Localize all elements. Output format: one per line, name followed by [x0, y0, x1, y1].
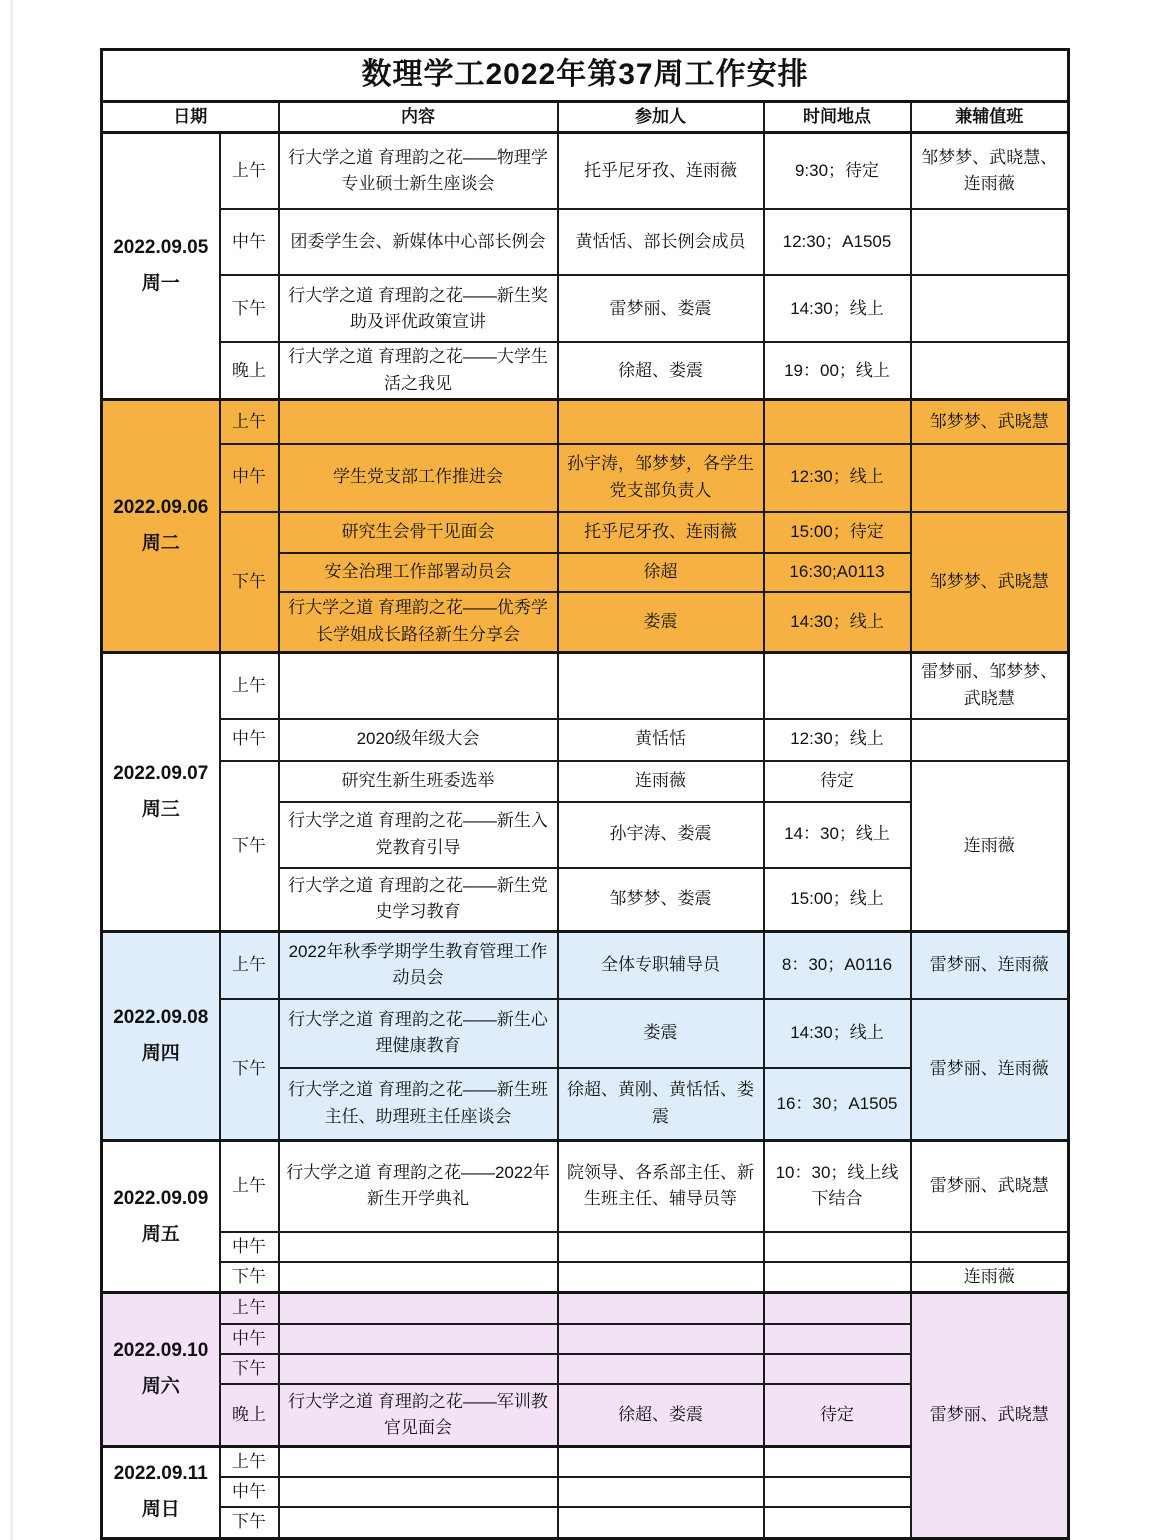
cell-content	[279, 1446, 558, 1477]
cell-content: 行大学之道 育理韵之花——新生入党教育引导	[279, 802, 558, 868]
cell-participants: 托乎尼牙孜、连雨薇	[558, 132, 764, 209]
cell-content: 行大学之道 育理韵之花——优秀学长学姐成长路径新生分享会	[279, 592, 558, 653]
weekday-text: 周一	[141, 272, 180, 294]
cell-time: 14：30；线上	[764, 802, 911, 868]
cell-participants	[558, 1354, 764, 1384]
cell-time	[764, 400, 911, 444]
page-title: 数理学工2022年第37周工作安排	[102, 50, 1069, 102]
cell-content: 行大学之道 育理韵之花——新生心理健康教育	[279, 999, 558, 1068]
cell-duty	[911, 444, 1069, 512]
column-header-participants: 参加人	[558, 101, 764, 132]
scan-edge-artifact	[10, 0, 13, 1540]
cell-content: 行大学之道 育理韵之花——大学生活之我见	[279, 342, 558, 399]
cell-time	[764, 1477, 911, 1507]
cell-period: 中午	[220, 444, 279, 512]
cell-time: 19：00；线上	[764, 342, 911, 399]
cell-content	[279, 1507, 558, 1538]
cell-content: 学生党支部工作推进会	[279, 444, 558, 512]
cell-participants	[558, 1232, 764, 1262]
cell-content: 2022年秋季学期学生教育管理工作动员会	[279, 932, 558, 999]
date-text: 2022.09.05	[113, 236, 209, 258]
cell-content: 行大学之道 育理韵之花——新生党史学习教育	[279, 868, 558, 932]
cell-content: 行大学之道 育理韵之花——军训教官见面会	[279, 1384, 558, 1446]
column-header-date: 日期	[102, 101, 279, 132]
cell-period: 上午	[220, 1293, 279, 1324]
cell-time: 12:30；线上	[764, 444, 911, 512]
cell-content: 行大学之道 育理韵之花——物理学专业硕士新生座谈会	[279, 132, 558, 209]
cell-time	[764, 1446, 911, 1477]
cell-participants: 黄恬恬、部长例会成员	[558, 209, 764, 275]
cell-participants: 娄震	[558, 999, 764, 1068]
cell-time: 9:30；待定	[764, 132, 911, 209]
weekday-text: 周日	[141, 1499, 180, 1521]
cell-participants	[558, 1477, 764, 1507]
cell-content	[279, 1262, 558, 1293]
cell-period: 上午	[220, 1446, 279, 1477]
cell-participants	[558, 1262, 764, 1293]
cell-duty: 雷梦丽、武晓慧	[911, 1141, 1069, 1232]
cell-duty	[911, 1232, 1069, 1262]
column-header-duty: 兼辅值班	[911, 101, 1069, 132]
weekday-text: 周五	[141, 1223, 180, 1245]
cell-date	[102, 400, 220, 653]
cell-period: 上午	[220, 1141, 279, 1232]
cell-content: 研究生新生班委选举	[279, 761, 558, 802]
cell-time	[764, 1293, 911, 1324]
cell-content: 行大学之道 育理韵之花——2022年新生开学典礼	[279, 1141, 558, 1232]
cell-content	[279, 653, 558, 719]
column-header-content: 内容	[279, 101, 558, 132]
cell-period: 上午	[220, 932, 279, 999]
cell-participants: 连雨薇	[558, 761, 764, 802]
cell-content	[279, 1354, 558, 1384]
cell-duty	[911, 275, 1069, 342]
cell-participants	[558, 1507, 764, 1538]
cell-content	[279, 1293, 558, 1324]
cell-period: 下午	[220, 761, 279, 932]
cell-time: 14:30；线上	[764, 999, 911, 1068]
cell-date	[102, 132, 220, 399]
cell-time: 14:30；线上	[764, 275, 911, 342]
cell-date	[102, 932, 220, 1141]
date-text: 2022.09.06	[113, 496, 209, 518]
cell-time: 12:30；A1505	[764, 209, 911, 275]
cell-time	[764, 1354, 911, 1384]
cell-time: 14:30；线上	[764, 592, 911, 653]
cell-participants: 雷梦丽、娄震	[558, 275, 764, 342]
cell-content: 行大学之道 育理韵之花——新生奖助及评优政策宣讲	[279, 275, 558, 342]
cell-time	[764, 1507, 911, 1538]
cell-time	[764, 1262, 911, 1293]
cell-content	[279, 1232, 558, 1262]
cell-date	[102, 1446, 220, 1538]
cell-period: 上午	[220, 132, 279, 209]
cell-time: 待定	[764, 761, 911, 802]
cell-period: 中午	[220, 1324, 279, 1354]
cell-participants: 徐超	[558, 553, 764, 592]
weekday-text: 周二	[141, 533, 180, 555]
cell-participants: 全体专职辅导员	[558, 932, 764, 999]
cell-time: 15:00；待定	[764, 512, 911, 553]
weekday-text: 周四	[141, 1043, 180, 1065]
cell-participants	[558, 1446, 764, 1477]
cell-date	[102, 653, 220, 932]
cell-duty	[911, 719, 1069, 761]
cell-participants: 徐超、娄震	[558, 1384, 764, 1446]
cell-duty: 雷梦丽、武晓慧	[911, 1293, 1069, 1539]
cell-content: 安全治理工作部署动员会	[279, 553, 558, 592]
cell-time	[764, 1324, 911, 1354]
cell-time: 待定	[764, 1384, 911, 1446]
cell-participants	[558, 653, 764, 719]
cell-duty: 邹梦梦、武晓慧	[911, 400, 1069, 444]
cell-time: 15:00；线上	[764, 868, 911, 932]
cell-time	[764, 1232, 911, 1262]
cell-period: 中午	[220, 719, 279, 761]
cell-content: 行大学之道 育理韵之花——新生班主任、助理班主任座谈会	[279, 1068, 558, 1141]
cell-period: 中午	[220, 209, 279, 275]
cell-content	[279, 1324, 558, 1354]
cell-duty: 连雨薇	[911, 761, 1069, 932]
cell-participants: 邹梦梦、娄震	[558, 868, 764, 932]
cell-participants: 孙宇涛，邹梦梦，各学生党支部负责人	[558, 444, 764, 512]
cell-participants: 院领导、各系部主任、新生班主任、辅导员等	[558, 1141, 764, 1232]
cell-period: 下午	[220, 1354, 279, 1384]
cell-time: 10：30；线上线下结合	[764, 1141, 911, 1232]
date-text: 2022.09.11	[113, 1463, 208, 1485]
date-text: 2022.09.09	[113, 1187, 209, 1209]
cell-participants: 孙宇涛、娄震	[558, 802, 764, 868]
cell-period: 上午	[220, 653, 279, 719]
cell-duty	[911, 209, 1069, 275]
cell-participants: 徐超、黄刚、黄恬恬、娄震	[558, 1068, 764, 1141]
cell-participants	[558, 1324, 764, 1354]
cell-content	[279, 400, 558, 444]
cell-duty: 邹梦梦、武晓慧、连雨薇	[911, 132, 1069, 209]
cell-period: 晚上	[220, 1384, 279, 1446]
cell-participants: 托乎尼牙孜、连雨薇	[558, 512, 764, 553]
cell-participants	[558, 1293, 764, 1324]
cell-content: 2020级年级大会	[279, 719, 558, 761]
cell-time	[764, 653, 911, 719]
cell-participants: 黄恬恬	[558, 719, 764, 761]
cell-duty: 连雨薇	[911, 1262, 1069, 1293]
cell-time: 16：30；A1505	[764, 1068, 911, 1141]
cell-period: 中午	[220, 1232, 279, 1262]
cell-period: 中午	[220, 1477, 279, 1507]
cell-period: 下午	[220, 999, 279, 1141]
cell-time: 12:30；线上	[764, 719, 911, 761]
column-header-time-place: 时间地点	[764, 101, 911, 132]
cell-content	[279, 1477, 558, 1507]
cell-period: 下午	[220, 1507, 279, 1538]
weekly-schedule-table	[100, 48, 1070, 1540]
cell-period: 上午	[220, 400, 279, 444]
cell-period: 下午	[220, 1262, 279, 1293]
date-text: 2022.09.07	[113, 762, 209, 784]
cell-duty: 雷梦丽、连雨薇	[911, 999, 1069, 1141]
cell-date	[102, 1293, 220, 1447]
cell-duty: 邹梦梦、武晓慧	[911, 512, 1069, 653]
cell-period: 晚上	[220, 342, 279, 399]
weekday-text: 周三	[141, 799, 180, 821]
cell-time: 8：30；A0116	[764, 932, 911, 999]
cell-period: 下午	[220, 512, 279, 653]
cell-participants: 徐超、娄震	[558, 342, 764, 399]
weekday-text: 周六	[141, 1376, 180, 1398]
cell-time: 16:30;A0113	[764, 553, 911, 592]
cell-content: 研究生会骨干见面会	[279, 512, 558, 553]
cell-duty: 雷梦丽、连雨薇	[911, 932, 1069, 999]
cell-duty: 雷梦丽、邹梦梦、武晓慧	[911, 653, 1069, 719]
cell-date	[102, 1141, 220, 1293]
date-text: 2022.09.08	[113, 1006, 209, 1028]
date-text: 2022.09.10	[113, 1340, 209, 1362]
cell-participants: 娄震	[558, 592, 764, 653]
cell-content: 团委学生会、新媒体中心部长例会	[279, 209, 558, 275]
cell-period: 下午	[220, 275, 279, 342]
cell-participants	[558, 400, 764, 444]
cell-duty	[911, 342, 1069, 399]
